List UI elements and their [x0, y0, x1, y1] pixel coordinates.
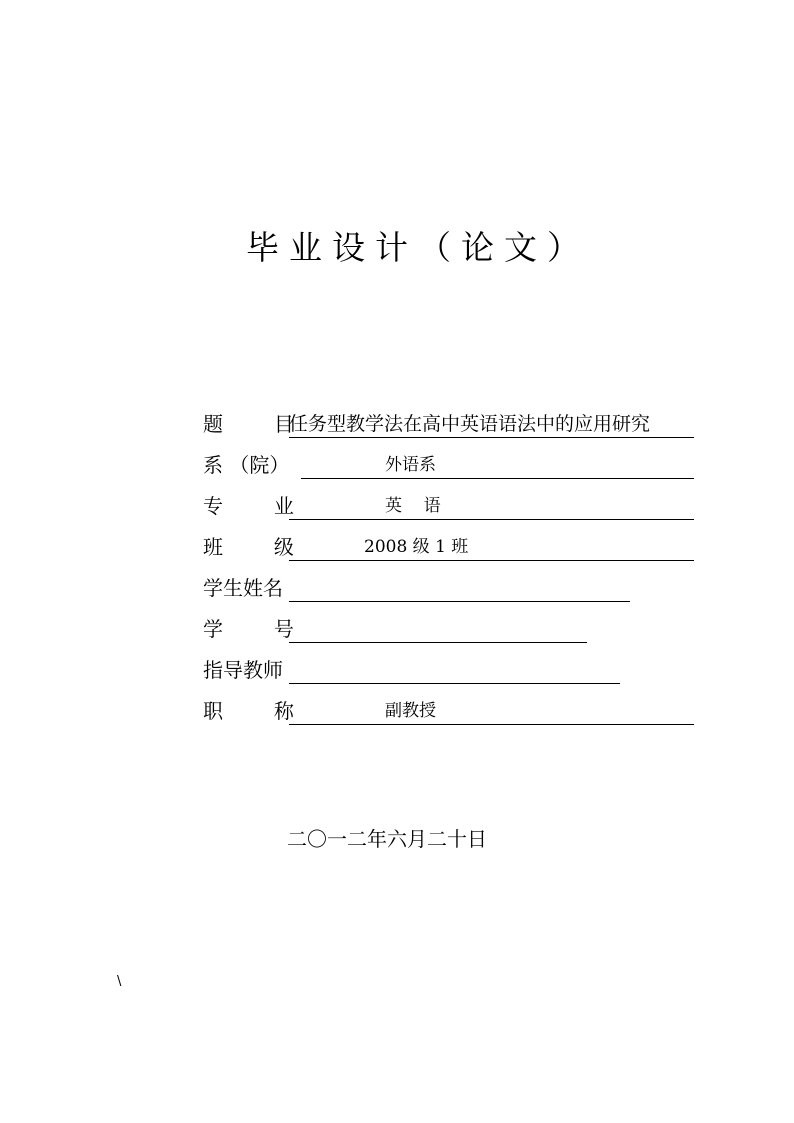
field-underline-advisor: [289, 683, 620, 684]
field-label-class: 班 级: [203, 535, 294, 559]
field-underline-title-rank: [289, 724, 694, 725]
field-value-major: 英 语: [385, 496, 441, 516]
field-value-department: 外语系: [385, 455, 436, 475]
field-label-title-rank: 职 称: [203, 699, 294, 723]
field-value-topic: 任务型教学法在高中英语语法中的应用研究: [289, 413, 651, 435]
field-label-student-id: 学 号: [203, 617, 294, 641]
field-row-department: [203, 451, 703, 481]
field-row-student-id: [203, 615, 703, 645]
field-label-student-name: 学生姓名: [203, 576, 283, 600]
field-underline-student-id: [289, 642, 587, 643]
field-row-major: [203, 492, 703, 522]
field-row-title-rank: [203, 697, 703, 727]
field-row-class: [203, 533, 703, 563]
field-label-topic: 题 目: [203, 412, 294, 436]
field-underline-student-name: [289, 601, 630, 602]
field-row-student-name: [203, 574, 703, 604]
field-row-topic: [203, 410, 703, 440]
field-underline-topic: [289, 437, 694, 438]
field-row-advisor: [203, 656, 703, 686]
document-title: 毕业设计（论文）: [246, 228, 590, 267]
field-value-class: 2008 级 1 班: [364, 537, 469, 557]
stray-mark: \: [117, 974, 122, 989]
field-underline-class: [289, 560, 694, 561]
field-label-major: 专 业: [203, 494, 294, 518]
field-underline-department: [301, 478, 694, 479]
field-underline-major: [289, 519, 694, 520]
submission-date: 二〇一二年六月二十日: [287, 827, 487, 851]
field-value-title-rank: 副教授: [385, 701, 436, 721]
field-label-advisor: 指导教师: [203, 658, 283, 682]
field-label-department: 系 （院）: [203, 453, 290, 477]
